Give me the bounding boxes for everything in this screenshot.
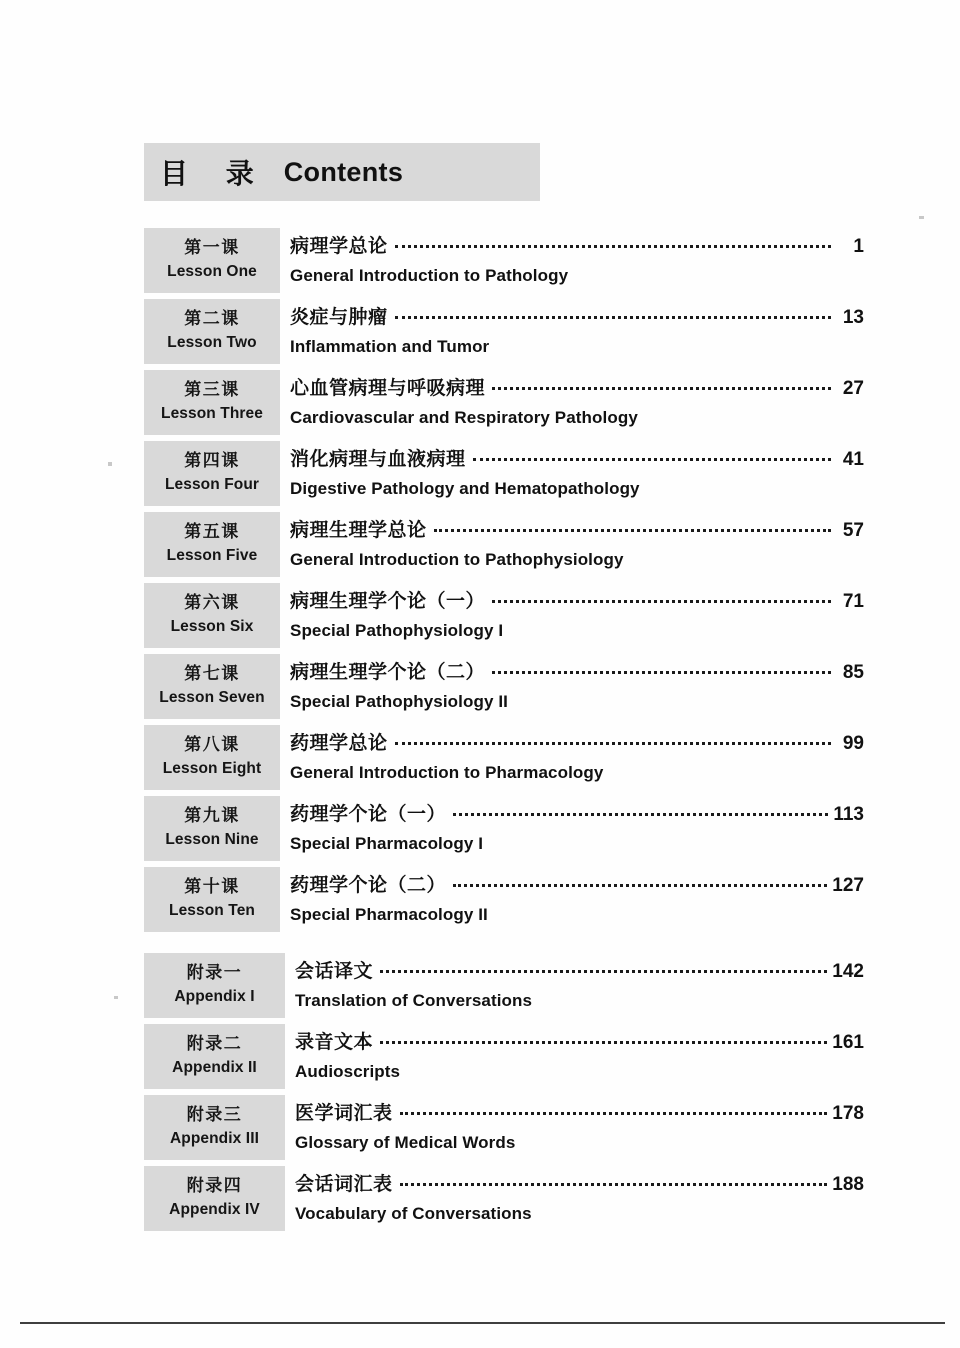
toc-entry-page-number: 1 [853,236,864,258]
toc-entry-label-box [144,867,280,932]
toc-entry-body [280,725,864,790]
contents-header-banner [144,143,540,201]
toc-entry-label-box [144,1166,285,1231]
toc-entry-label-english: Lesson Two [167,334,257,352]
toc-entry-label-chinese: 第五课 [184,522,240,543]
toc-entry[interactable] [144,654,864,719]
scan-speck [114,996,118,999]
toc-entry[interactable] [144,725,864,790]
toc-entry-title-row [295,1099,864,1129]
toc-entry-title-chinese: 病理生理学个论（二） [290,661,486,684]
dot-leader [400,1183,828,1186]
toc-entry[interactable] [144,1166,864,1231]
toc-entry-title-english: Audioscripts [295,1061,401,1081]
toc-entry-title-english: Special Pharmacology I [290,833,484,853]
toc-entry-title-chinese: 药理学总论 [290,732,388,755]
toc-entry-page-number: 188 [832,1174,864,1196]
toc-entry-label-english: Lesson Four [164,476,260,494]
toc-entry-title-row [295,1028,864,1058]
toc-entry[interactable] [144,299,864,364]
toc-entry-title-chinese: 病理生理学总论 [290,519,427,542]
dot-leader [400,1112,828,1115]
toc-entry-page-number: 127 [832,875,864,897]
toc-entry-label-english: Appendix I [174,988,255,1006]
toc-entry-label-english: Lesson Three [161,405,263,423]
table-of-contents-list [144,228,864,1237]
toc-entry-title-english: General Introduction to Pathophysiology [290,549,624,569]
dot-leader [492,387,831,390]
toc-entry-body [280,867,864,932]
toc-entry-title-chinese: 药理学个论（二） [290,874,447,897]
toc-entry-label-english: Lesson Eight [162,760,262,778]
toc-entry-title-english: General Introduction to Pathology [290,265,569,285]
toc-entry-body [280,299,864,364]
toc-entry-label-english: Lesson One [167,263,257,281]
toc-entry-page-number: 71 [842,591,864,613]
toc-entry-page-number: 13 [842,307,864,329]
toc-entry-page-number: 99 [842,733,864,755]
toc-entry-label-chinese: 第七课 [184,664,240,685]
toc-entry-title-chinese: 病理生理学个论（一） [290,590,486,613]
contents-title-chinese: 目 录 [160,157,268,190]
toc-entry-label-chinese: 附录一 [186,963,243,984]
toc-entry-title-english: Special Pharmacology II [290,904,488,924]
toc-entry[interactable] [144,1024,864,1089]
dot-leader [492,600,831,603]
toc-entry-title-row [290,303,864,333]
toc-entry-label-box [144,1095,285,1160]
dot-leader [395,245,831,248]
toc-entry-title-english: General Introduction to Pharmacology [290,762,604,782]
toc-entry-title-chinese: 消化病理与血液病理 [290,448,466,471]
toc-entry-page-number: 27 [842,378,864,400]
toc-entry[interactable] [144,583,864,648]
toc-entry-body [280,583,864,648]
toc-entry-body [285,953,864,1018]
toc-entry-body [280,512,864,577]
toc-entry-label-chinese: 第十课 [184,877,240,898]
toc-entry-title-chinese: 医学词汇表 [295,1102,393,1125]
toc-entry-label-english: Lesson Five [166,547,258,565]
toc-entry-page-number: 85 [842,662,864,684]
toc-entry-title-english: Vocabulary of Conversations [295,1203,532,1223]
toc-entry-body [280,441,864,506]
scan-artifact-line [20,1322,945,1324]
toc-entry-title-chinese: 药理学个论（一） [290,803,447,826]
toc-entry-label-chinese: 第八课 [184,735,240,756]
toc-entry-body [280,796,864,861]
toc-entry-title-row [295,957,864,987]
toc-entry-title-row [290,729,864,759]
toc-entry[interactable] [144,512,864,577]
toc-entry-title-english: Translation of Conversations [295,990,533,1010]
toc-entry-label-box [144,370,280,435]
toc-entry-title-chinese: 病理学总论 [290,235,388,258]
scan-speck [108,462,112,466]
toc-entry-label-english: Lesson Ten [169,902,255,920]
toc-entry-label-box [144,583,280,648]
toc-entry-body [280,654,864,719]
toc-entry-label-english: Appendix III [169,1130,260,1148]
toc-entry-page-number: 113 [833,804,864,826]
toc-entry[interactable] [144,1095,864,1160]
toc-entry-body [285,1095,864,1160]
toc-entry-title-english: Inflammation and Tumor [290,336,490,356]
toc-entry-page-number: 178 [832,1103,864,1125]
toc-entry[interactable] [144,370,864,435]
toc-entry-label-box [144,441,280,506]
toc-entry-title-chinese: 会话词汇表 [295,1173,393,1196]
toc-entry-label-english: Appendix II [172,1059,257,1077]
dot-leader [453,813,828,816]
toc-entry-title-row [290,516,864,546]
dot-leader [395,316,831,319]
toc-entry-title-chinese: 炎症与肿瘤 [290,306,388,329]
dot-leader [434,529,831,532]
toc-entry-page-number: 142 [832,961,864,983]
dot-leader [453,884,827,887]
toc-entry-label-box [144,1024,285,1089]
toc-entry-title-english: Digestive Pathology and Hematopathology [290,478,640,498]
scan-speck [919,216,924,219]
toc-entry-label-chinese: 第四课 [184,451,240,472]
toc-entry-body [280,228,864,293]
dot-leader [395,742,831,745]
toc-entry-title-english: Glossary of Medical Words [295,1132,516,1152]
toc-entry-title-chinese: 心血管病理与呼吸病理 [290,377,486,400]
toc-entry-title-row [295,1170,864,1200]
dot-leader [380,1041,827,1044]
dot-leader [380,970,827,973]
toc-entry-body [280,370,864,435]
toc-entry-label-chinese: 附录二 [186,1034,243,1055]
toc-entry-label-box [144,512,280,577]
toc-entry-label-english: Lesson Nine [165,831,259,849]
toc-entry-title-row [290,587,864,617]
toc-entry-page-number: 41 [842,449,864,471]
contents-title-english: Contents [283,156,404,187]
toc-entry-label-box [144,654,280,719]
toc-entry-label-chinese: 第九课 [184,806,240,827]
toc-entry[interactable] [144,953,864,1018]
toc-entry-title-row [290,800,864,830]
toc-entry[interactable] [144,867,864,932]
dot-leader [492,671,831,674]
toc-entry-title-row [290,871,864,901]
toc-entry-title-row [290,374,864,404]
toc-entry[interactable] [144,796,864,861]
toc-entry-title-chinese: 会话译文 [295,960,374,983]
dot-leader [473,458,831,461]
toc-entry-title-row [290,445,864,475]
toc-entry-label-chinese: 第三课 [184,380,240,401]
toc-entry-body [285,1024,864,1089]
toc-entry-label-chinese: 附录三 [186,1105,243,1126]
toc-entry-label-chinese: 第六课 [184,593,240,614]
toc-entry-title-chinese: 录音文本 [295,1031,374,1054]
toc-entry-label-chinese: 第二课 [184,309,240,330]
toc-entry-label-box [144,299,280,364]
toc-entry-label-box [144,228,280,293]
toc-entry-label-box [144,796,280,861]
toc-entry-label-english: Lesson Six [170,618,254,636]
toc-entry[interactable] [144,441,864,506]
toc-entry[interactable] [144,228,864,293]
toc-entry-title-english: Special Pathophysiology I [290,620,504,640]
toc-entry-page-number: 161 [832,1032,864,1054]
toc-entry-label-chinese: 第一课 [184,238,240,259]
toc-entry-title-english: Cardiovascular and Respiratory Pathology [290,407,638,427]
toc-entry-label-english: Appendix IV [169,1201,260,1219]
toc-entry-title-english: Special Pathophysiology II [290,691,508,711]
toc-entry-label-box [144,953,285,1018]
toc-entry-title-row [290,658,864,688]
toc-entry-page-number: 57 [842,520,864,542]
toc-entry-label-chinese: 附录四 [186,1176,243,1197]
toc-entry-label-box [144,725,280,790]
toc-entry-body [285,1166,864,1231]
toc-entry-title-row [290,232,864,262]
toc-entry-label-english: Lesson Seven [159,689,265,707]
